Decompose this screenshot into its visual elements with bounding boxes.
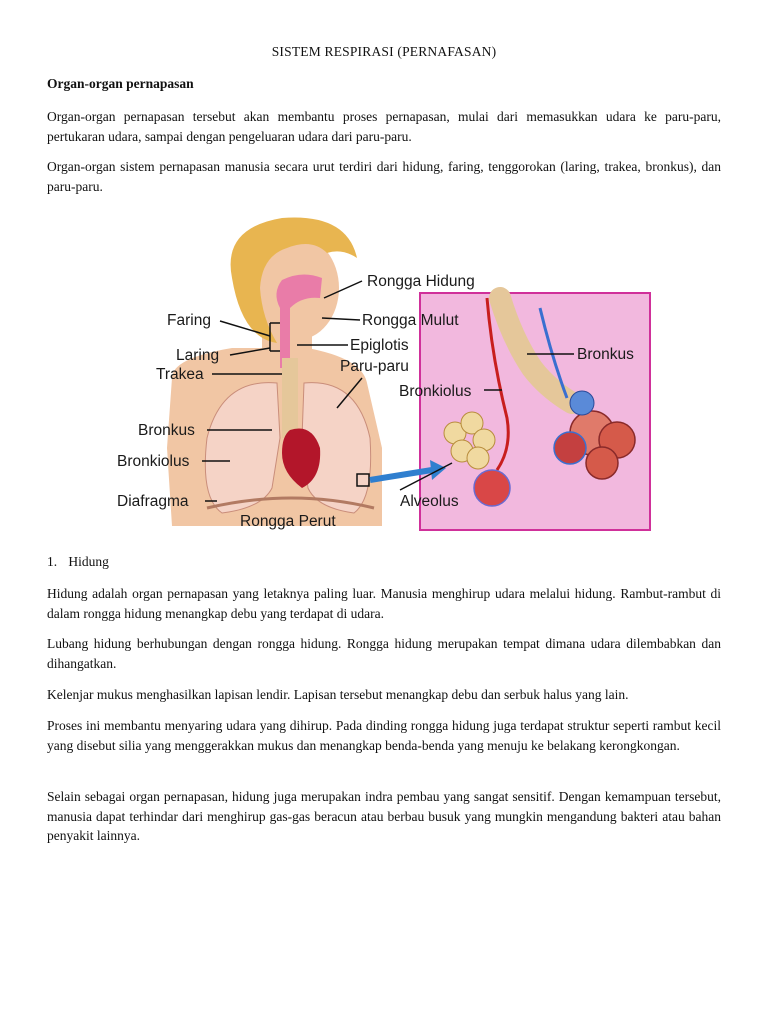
label-rongga-mulut: Rongga Mulut [362, 312, 459, 329]
label-trakea: Trakea [156, 366, 204, 383]
label-paru-paru: Paru-paru [340, 358, 409, 375]
label-laring: Laring [176, 347, 220, 364]
list-text: Hidung [68, 554, 109, 569]
label-diafragma: Diafragma [117, 493, 189, 510]
label-bronkus-inset: Bronkus [577, 346, 634, 363]
body-paragraph-3: Kelenjar mukus menghasilkan lapisan lendir. Lapisan tersebut menangkap debu dan serbuk halus yang lain. [47, 687, 629, 702]
respiratory-diagram [112, 208, 657, 538]
body-paragraph-1: Hidung adalah organ pernapasan yang letaknya paling luar. Manusia menghirup udara melalui hidung. Rambut-rambut di dalam rongga hidung menangkap debu yang terdapat di udara. [47, 586, 721, 621]
label-bronkus: Bronkus [138, 422, 195, 439]
label-rongga-perut: Rongga Perut [240, 513, 336, 530]
label-bronkiolus-inset: Bronkiolus [399, 383, 472, 400]
label-bronkiolus: Bronkiolus [117, 453, 190, 470]
body-paragraph-4: Proses ini membantu menyaring udara yang dihirup. Pada dinding rongga hidung juga terdapat struktur seperti rambut kecil yang disebut silia yang menggerakkan mukus dan menangkap benda-benda yang menuju ke belakang kerongkongan. [47, 718, 721, 753]
section-heading: Organ-organ pernapasan [47, 76, 194, 91]
label-epiglotis: Epiglotis [350, 337, 409, 354]
document-title: SISTEM RESPIRASI (PERNAFASAN) [271, 44, 497, 59]
body-paragraph-5: Selain sebagai organ pernapasan, hidung juga merupakan indra pembau yang sangat sensitif. Dengan kemampuan tersebut, manusia dapat terhindar dari menghirup gas-gas beracun atau berbau busuk yang mungkin mengandung bakteri atau bahan penyakit lainnya. [47, 789, 721, 843]
body-paragraph-2: Lubang hidung berhubungan dengan rongga hidung. Rongga hidung merupakan tempat dimana udara dilembabkan dan dihangatkan. [47, 636, 721, 671]
label-faring: Faring [167, 312, 211, 329]
label-alveolus: Alveolus [400, 493, 459, 510]
label-rongga-hidung: Rongga Hidung [367, 273, 475, 290]
intro-paragraph-1: Organ-organ pernapasan tersebut akan membantu proses pernapasan, mulai dari memasukkan udara ke paru-paru, pertukaran udara, sampai dengan pengeluaran udara dari paru-paru. [47, 109, 721, 144]
trachea-shape [282, 358, 298, 438]
list-item-hidung [47, 554, 109, 570]
respiratory-system-figure [112, 208, 657, 538]
intro-paragraph-2: Organ-organ sistem pernapasan manusia secara urut terdiri dari hidung, faring, tenggorokan (laring, trakea, bronkus), dan paru-paru. [47, 159, 721, 194]
list-number: 1. [47, 554, 58, 569]
